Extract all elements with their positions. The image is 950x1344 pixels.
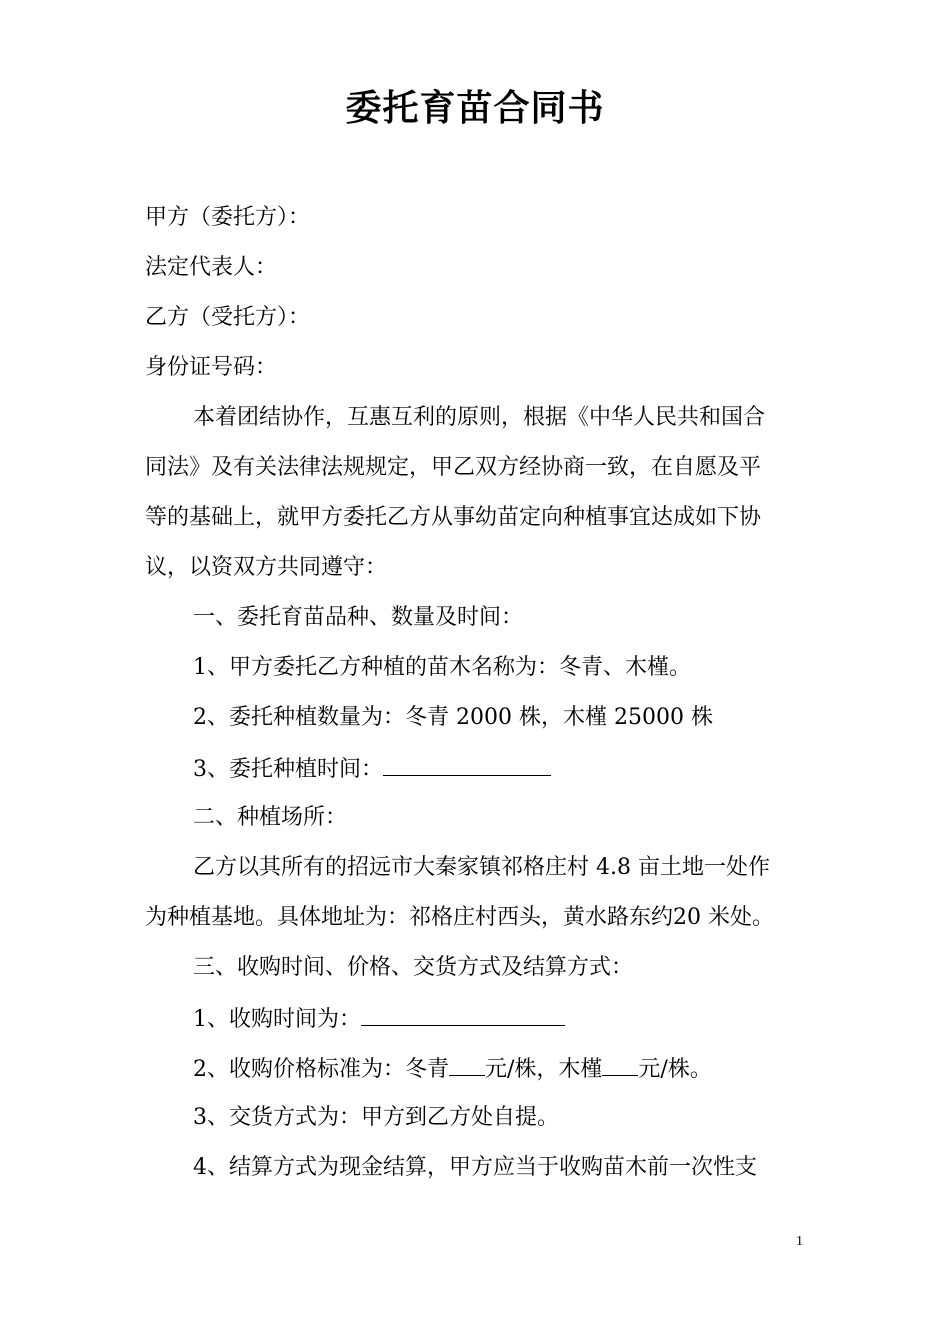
preamble-line: 议，以资双方共同遵守： xyxy=(145,555,388,580)
hibiscus-price-blank xyxy=(602,1053,638,1076)
preamble-line: 同法》及有关法律法规规定，甲乙双方经协商一致，在自愿及平 xyxy=(145,455,762,480)
id-number-label: 身份证号码： xyxy=(145,355,278,380)
clause-item xyxy=(193,753,551,785)
holly-price-blank xyxy=(449,1053,485,1076)
clause-item xyxy=(193,1053,712,1085)
section-heading: 一、委托育苗品种、数量及时间： xyxy=(193,605,524,630)
price-label-part2: 元/株，木槿 xyxy=(485,1057,603,1082)
party-a-label: 甲方（委托方）： xyxy=(145,205,311,230)
paragraph-line: 为种植基地。具体地址为：祁格庄村西头，黄水路东约20 米处。 xyxy=(145,905,774,930)
purchase-time-label: 1、收购时间为： xyxy=(193,1007,361,1032)
clause-item: 4、结算方式为现金结算，甲方应当于收购苗木前一次性支 xyxy=(193,1155,757,1180)
planting-time-blank xyxy=(383,753,551,776)
paragraph-line: 乙方以其所有的招远市大秦家镇祁格庄村 4.8 亩土地一处作 xyxy=(193,855,770,880)
preamble-line: 等的基础上，就甲方委托乙方从事幼苗定向种植事宜达成如下协 xyxy=(145,505,762,530)
section-heading: 二、种植场所： xyxy=(193,805,348,830)
clause-item: 1、甲方委托乙方种植的苗木名称为：冬青、木槿。 xyxy=(193,655,691,680)
clause-item: 2、委托种植数量为：冬青 2000 株，木槿 25000 株 xyxy=(193,705,713,730)
legal-rep-label: 法定代表人： xyxy=(145,255,278,280)
clause-item xyxy=(193,1003,565,1035)
price-label-part3: 元/株。 xyxy=(638,1057,712,1082)
document-title: 委托育苗合同书 xyxy=(345,87,605,129)
planting-time-label: 3、委托种植时间： xyxy=(193,757,383,782)
page-number: 1 xyxy=(796,1234,803,1249)
party-b-label: 乙方（受托方）： xyxy=(145,305,311,330)
preamble-line: 本着团结协作，互惠互利的原则，根据《中华人民共和国合 xyxy=(193,405,766,430)
clause-item: 3、交货方式为：甲方到乙方处自提。 xyxy=(193,1105,559,1130)
section-heading: 三、收购时间、价格、交货方式及结算方式： xyxy=(193,955,634,980)
purchase-time-blank xyxy=(361,1003,565,1026)
price-label-part1: 2、收购价格标准为：冬青 xyxy=(193,1057,449,1082)
